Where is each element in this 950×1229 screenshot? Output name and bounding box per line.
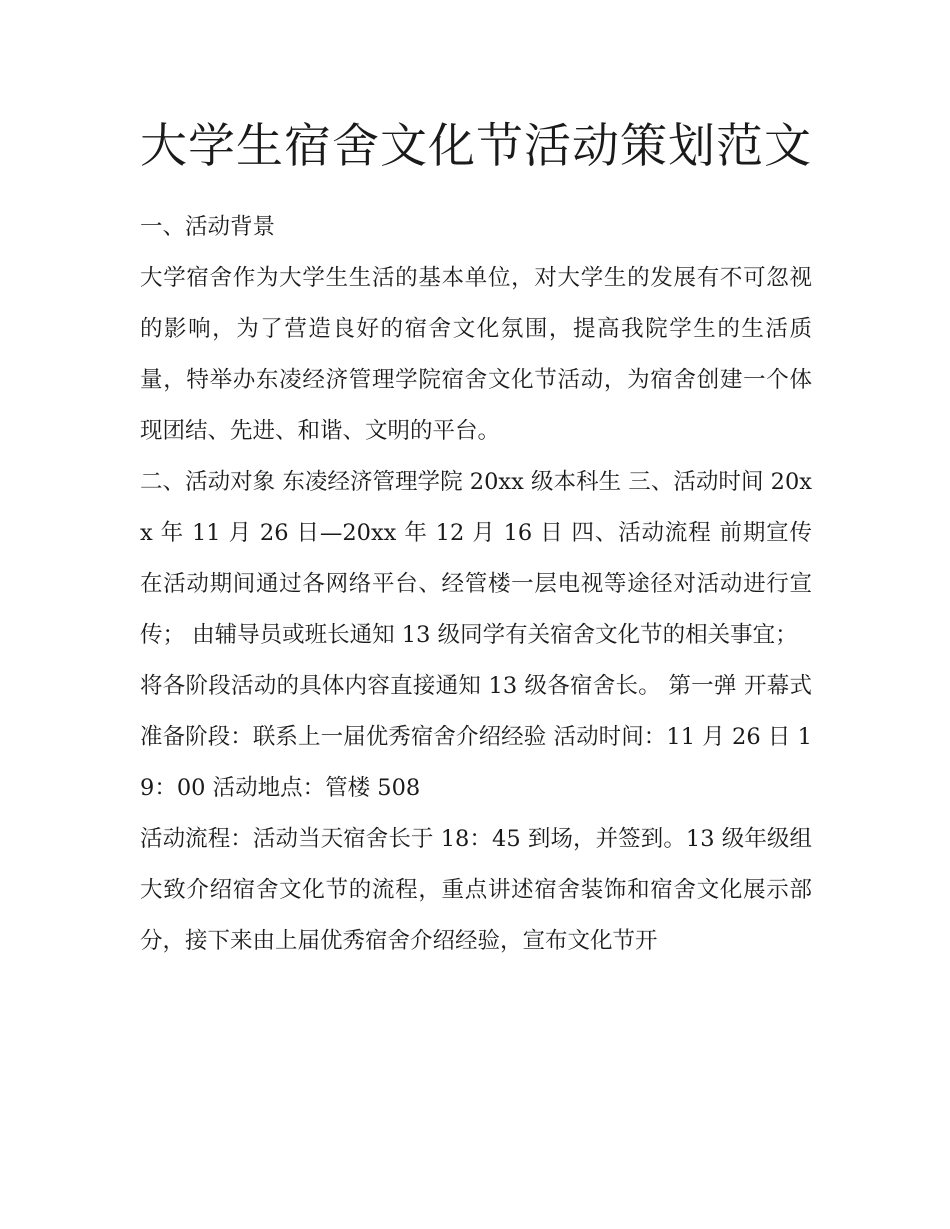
paragraph-background: 大学宿舍作为大学生生活的基本单位，对大学生的发展有不可忽视的影响，为了营造良好的宿舍文化氛围，提高我院学生的生活质量，特举办东凌经济管理学院宿舍文化节活动，为宿舍创建一个体现团结、先进、和谐、文明的平台。	[140, 265, 812, 444]
paragraph-activity-process: 活动流程：活动当天宿舍长于 18：45 到场，并签到。13 级年级组大致介绍宿舍文化节的流程，重点讲述宿舍装饰和宿舍文化展示部分，接下来由上届优秀宿舍介绍经验，宣布文化节开	[140, 826, 812, 954]
document-page	[140, 110, 812, 967]
paragraph-target-time-process: 二、活动对象 东凌经济管理学院 20xx 级本科生 三、活动时间 20xx 年 11 月 26 日—20xx 年 12 月 16 日 四、活动流程 前期宣传 在活动期间通过各网络平台、经管楼一层电视等途径对活动进行宣传； 由辅导员或班长通知 13 级同学有关宿舍文化节的相关事宜；	[140, 469, 812, 648]
section-heading-background: 一、活动背景	[140, 214, 276, 240]
paragraph-notice-opening: 将各阶段活动的具体内容直接通知 13 级各宿舍长。 第一弹 开幕式 准备阶段：联系上一届优秀宿舍介绍经验 活动时间：11 月 26 日 19：00 活动地点：管楼 508	[140, 673, 812, 801]
document-body	[140, 202, 812, 967]
document-title: 大学生宿舍文化节活动策划范文	[140, 119, 812, 174]
